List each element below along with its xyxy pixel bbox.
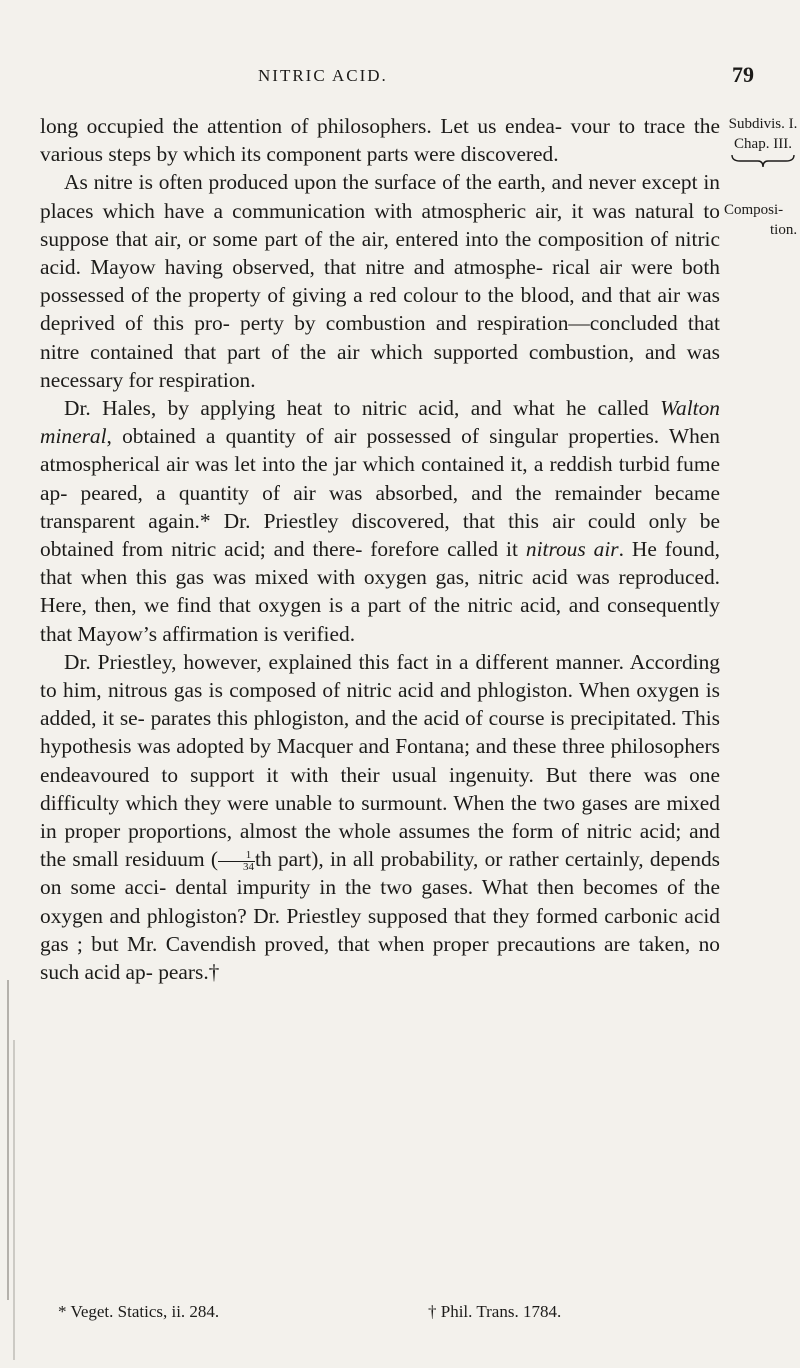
brace-icon [730,154,796,168]
running-head: NITRIC ACID. [258,66,388,85]
sidenote-subdivis-line1: Subdivis. I. [728,116,798,132]
body-text [40,112,720,986]
fraction [218,850,255,873]
page-header [0,62,800,96]
paragraph-4-part-b: th part), in all probability, or rather certainly, depends on some acci- dental impurity in the two gases. What then becomes of the oxygen and phlogiston? Dr. Priestley supposed that they formed carbonic acid gas ; but Mr. Cavendish proved, that when proper precautions are taken, no such acid ap- pears.† [40,847,720,985]
paragraph-2: As nitre is often produced upon the surface of the earth, and never except in places which have a communication with atmospheric air, it was natural to suppose that air, or some part of the air, entered into the composition of nitric acid. Mayow having observed, that nitre and atmosphe- rical air were both possessed of the property of giving a red colour to the blood, and that air was deprived of this pro- perty by combustion and respiration—concluded that nitre contained that part of the air which supported combustion, and was necessary for respiration. [40,170,720,392]
sidenote-composition-line1: Composi- [724,202,784,218]
paragraph-1: long occupied the attention of philosophers. Let us endea- vour to trace the various steps by which its component parts were discovered. [40,114,720,167]
page-edge-shadow [0,0,30,1368]
sidenote-composition [724,200,800,240]
footnotes [58,1302,738,1328]
sidenote-composition-line2: tion. [770,222,798,238]
sidenote-chapter-line: Chap. III. [734,136,792,152]
paragraph-3-part-c: . He found, that when this gas was mixed with oxygen gas, nitric acid was reproduced. Here, then, we find that oxygen is a part of the nitric acid, and consequently that Mayow’s affirmation is verified. [40,537,720,646]
paragraph-3-italic-walton: Walton mineral [40,396,720,449]
paragraph-3-part-b: , obtained a quantity of air possessed of singular properties. When atmospherical air was let into the jar which contained it, a reddish turbid fume ap- peared, a quantity of air was absorbed, and the remainder became transparent again.* Dr. Priestley discovered, that this air could only be obtained from nitric acid; and there- forefore called it [40,424,720,562]
paragraph-4-part-a: Dr. Priestley, however, explained this fact in a different manner. According to him, nitrous gas is composed of nitric acid and phlogiston. When oxygen is added, it se- parates this phlogiston, and the acid of course is precipitated. This hypothesis was adopted by Macquer and Fontana; and these three philosophers endeavoured to support it with their usual ingenuity. But there was one difficulty which they were unable to surmount. When the two gases are mixed in proper proportions, almost the whole assumes the form of nitric acid; and the small residuum ( [40,649,720,872]
paragraph-3-part-a: Dr. Hales, by applying heat to nitric acid, and what he called [64,396,661,421]
page-number: 79 [732,62,754,87]
footnote-phil-trans: † Phil. Trans. 1784. [428,1302,562,1321]
paragraph-3-italic-nitrous: nitrous air [525,537,619,562]
paragraph-4 [40,648,720,986]
sidenote-subdivision [726,114,800,168]
fraction-numerator: 1 [218,850,255,862]
fraction-denominator: 34 [243,860,255,873]
footnote-veget: * Veget. Statics, ii. 284. [58,1302,220,1321]
paragraph-3 [40,394,720,648]
